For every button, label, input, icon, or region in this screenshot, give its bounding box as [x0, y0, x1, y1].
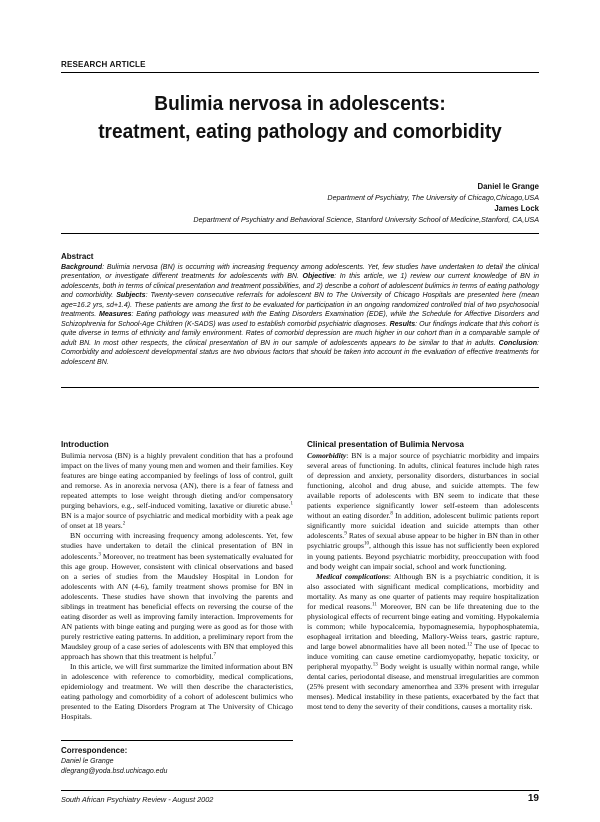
abstract-objective: : In this article, we 1) review our current knowledge of BN in adolescents, both in terms of clinical presentation and treatment possibilities, and 2) describe a cohort of adolescent bulimics in terms of eating pathology and comorbidity.: [61, 273, 539, 300]
citation: 1: [290, 501, 293, 507]
abstract-top-rule: [61, 233, 539, 234]
citation: 13: [372, 662, 378, 668]
abstract-subjects: : Twenty-seven consecutive referrals for adolescent BN to The University of Chicago Hospitals are presented here (mean age=16.2 yrs, sd+1.4). These patients are among the first to be evaluated for participation in an ongoing randomized controlled trial of two psychosocial treatments.: [61, 292, 539, 319]
citation: 3: [98, 551, 101, 557]
correspondence-rule: [61, 740, 293, 741]
abstract-measures-label: Measures: [99, 311, 132, 319]
abstract-results: : Our findings indicate that this cohort is quite diverse in terms of ethnicity and family environment. Rates of comorbid depression are much higher in our cohort than in a comparable sample of adult BN. In most other respects, the clinical presentation of BN in our sample of adolescents appears to be similar to that in adults.: [61, 320, 540, 347]
citation: 7: [213, 652, 216, 658]
abstract-conclusion: : Comorbidity and adolescent developmental status are two obvious factors that should be taken into account in the evaluation of effective treatments for adolescent BN.: [61, 339, 539, 367]
comorbidity-paragraph: Comorbidity: BN is a major source of psychiatric morbidity and impairs several areas of functioning. In adults, clinical features include high rates of depression and anxiety, personality disorders, disturbances in social functioning, alcohol and drug abuse, and suicide attempts. The few available reports of adolescents with BN seem to indicate that these patients experience significantly lower self-esteem than adolescents without an eating disorder.$^8$ In addition, adolescent bulimic patients report significantly more suicidal ideation and suicide attempts than other adolescents.$^9$ Rates of sexual abuse appear to be higher in BN than in other psychiatric groups$^{10}$, although this issue has not sufficiently been explored in young patients. Beyond psychiatric morbidity, preoccupation with food and body weight can impair social, school and work functioning.: [307, 451, 539, 571]
intro-paragraph-2: BN occurring with increasing frequency among adolescents. Yet, few studies have undertaken to detail the clinical presentation of BN in adolescents.$^3$ Moreover, no treatment has been systematically evaluated for this age group. However, consistent with clinical observations and based on a series of studies from the Maudsley Hospital in London for adolescents with AN (4-6), family treatment shows promise for BN in adolescents. These studies have shown that involving the parents and siblings in treatment has beneficial effects on reversing the course of the eating disorder as well as improving family interaction. Improvements for AN patients with binge eating and purging were as good as for those with purely restrictive eating patterns. In addition, a preliminary report from the Maudsley group of a case series of adolescents with BN that employed this approach has shown that this treatment is helpful.$^7$: [61, 531, 293, 661]
medical-paragraph: Medical complications: Although BN is a psychiatric condition, it is also associated with significant medical complications, morbidity and mortality. As many as one quarter of patients may require hospitalization for medical reasons.$^{11}$ Moreover, BN can be life threatening due to the physiological effects of recurrent binge eating and vomiting. Hypokalemia is common; while hypocalcemia, hypomagnesemia, hypophosphatemia, esophageal irritation and bleeding, Mallory-Weiss tears, gastric rapture, and large bowel abnormalities have all been noted.$^{12}$ The use of Ipecac to induce vomiting can cause emetine cardiomyopathy, hepatic toxicity, or peripheral myopathy.$^{13}$ Body weight is usually within normal range, while dental caries, periodontal disease, and menstrual irregularities are common (25% present with secondary amenorrhea and 33% present with irregular menses). Medical instability in these patients, exacerbated by the fact that most tend to deny the severity of their conditions, causes a mortality risk.: [307, 571, 540, 712]
author-affiliation: Department of Psychiatry and Behavioral Science, Stanford University School of Medicine,Stanford, CA,USA: [193, 215, 539, 224]
abstract-subjects-label: Subjects: [116, 292, 146, 300]
clinical-heading: Clinical presentation of Bulimia Nervosa: [307, 440, 464, 449]
title-line-1: Bulimia nervosa in adolescents:: [154, 92, 446, 115]
correspondence-email[interactable]: dlegrang@yoda.bsd.uchicago.edu: [61, 768, 168, 775]
correspondence-heading: Correspondence:: [61, 746, 128, 755]
correspondence-name: Daniel le Grange: [61, 758, 114, 765]
abstract-objective-label: Objective: [302, 273, 335, 281]
footer-rule: [61, 790, 539, 791]
intro-paragraph-1: Bulimia nervosa (BN) is a highly prevalent condition that has a profound impact on the lives of many young men and women and their families. Key features are binge eating accompanied by feelings of loss of control, guilt and remorse. As in anorexia nervosa (AN), there is a fear of fatness and repeated attempts to lose weight through dieting and/or compensatory purging behaviors, e.g., self-induced vomiting, laxative or diuretic abuse.$^1$ BN is a major source of psychiatric and medical morbidity with a peak age of onset at 18 years.$^2$: [61, 451, 293, 531]
author-affiliation: Department of Psychiatry, The University of Chicago,Chicago,USA: [327, 193, 539, 202]
page-number: 19: [527, 793, 539, 804]
author-name: James Lock: [494, 204, 539, 213]
title-line-2: treatment, eating pathology and comorbidity: [98, 120, 502, 143]
left-column: [61, 440, 293, 722]
section-label: RESEARCH ARTICLE: [61, 60, 146, 69]
correspondence-block: [61, 746, 293, 777]
abstract-heading: Abstract: [61, 252, 94, 261]
abstract-background-label: Background: [61, 263, 103, 271]
author-block: [61, 181, 539, 225]
citation: 9: [344, 531, 347, 537]
intro-paragraph-3: In this article, we will first summarize the limited information about BN in adolescence with reference to comorbidity, medical complications, epidemiology and treatment. We will then describe the characteristics, eating pathology and comorbidity of a cohort of adolescent bulimics who presented to the Eating Disorders Program at The University of Chicago Hospitals.: [61, 662, 293, 722]
journal-footer: South African Psychiatry Review - August 2002: [61, 795, 214, 804]
citation: 2: [122, 521, 126, 527]
abstract-bottom-rule: [61, 387, 539, 388]
introduction-heading: Introduction: [61, 440, 109, 449]
abstract-background: : Bulimia nervosa (BN) is occurring with increasing frequency among adolescents. Yet, few studies have undertaken to detail the clinical presentation, or investigate different treatments for adolescents with BN.: [61, 263, 539, 281]
article-title: [78, 90, 523, 146]
header-rule: [61, 72, 539, 73]
citation: 12: [467, 642, 473, 648]
abstract-results-label: Results: [389, 320, 416, 328]
citation: 11: [372, 602, 377, 608]
abstract-conclusion-label: Conclusion: [498, 339, 538, 347]
abstract-measures: : Eating pathology was measured with the Eating Disorders Examination (EDE), while the Schedule for Affective Disorders and Schizophrenia for School-Age Children (K-SADS) was used to establish comorbid psychiatric diagnoses.: [61, 311, 539, 328]
right-column-content: [307, 440, 539, 712]
citation: 10: [363, 541, 369, 547]
author-name: Daniel le Grange: [477, 182, 539, 191]
citation: 8: [390, 511, 393, 517]
abstract: [61, 252, 539, 368]
